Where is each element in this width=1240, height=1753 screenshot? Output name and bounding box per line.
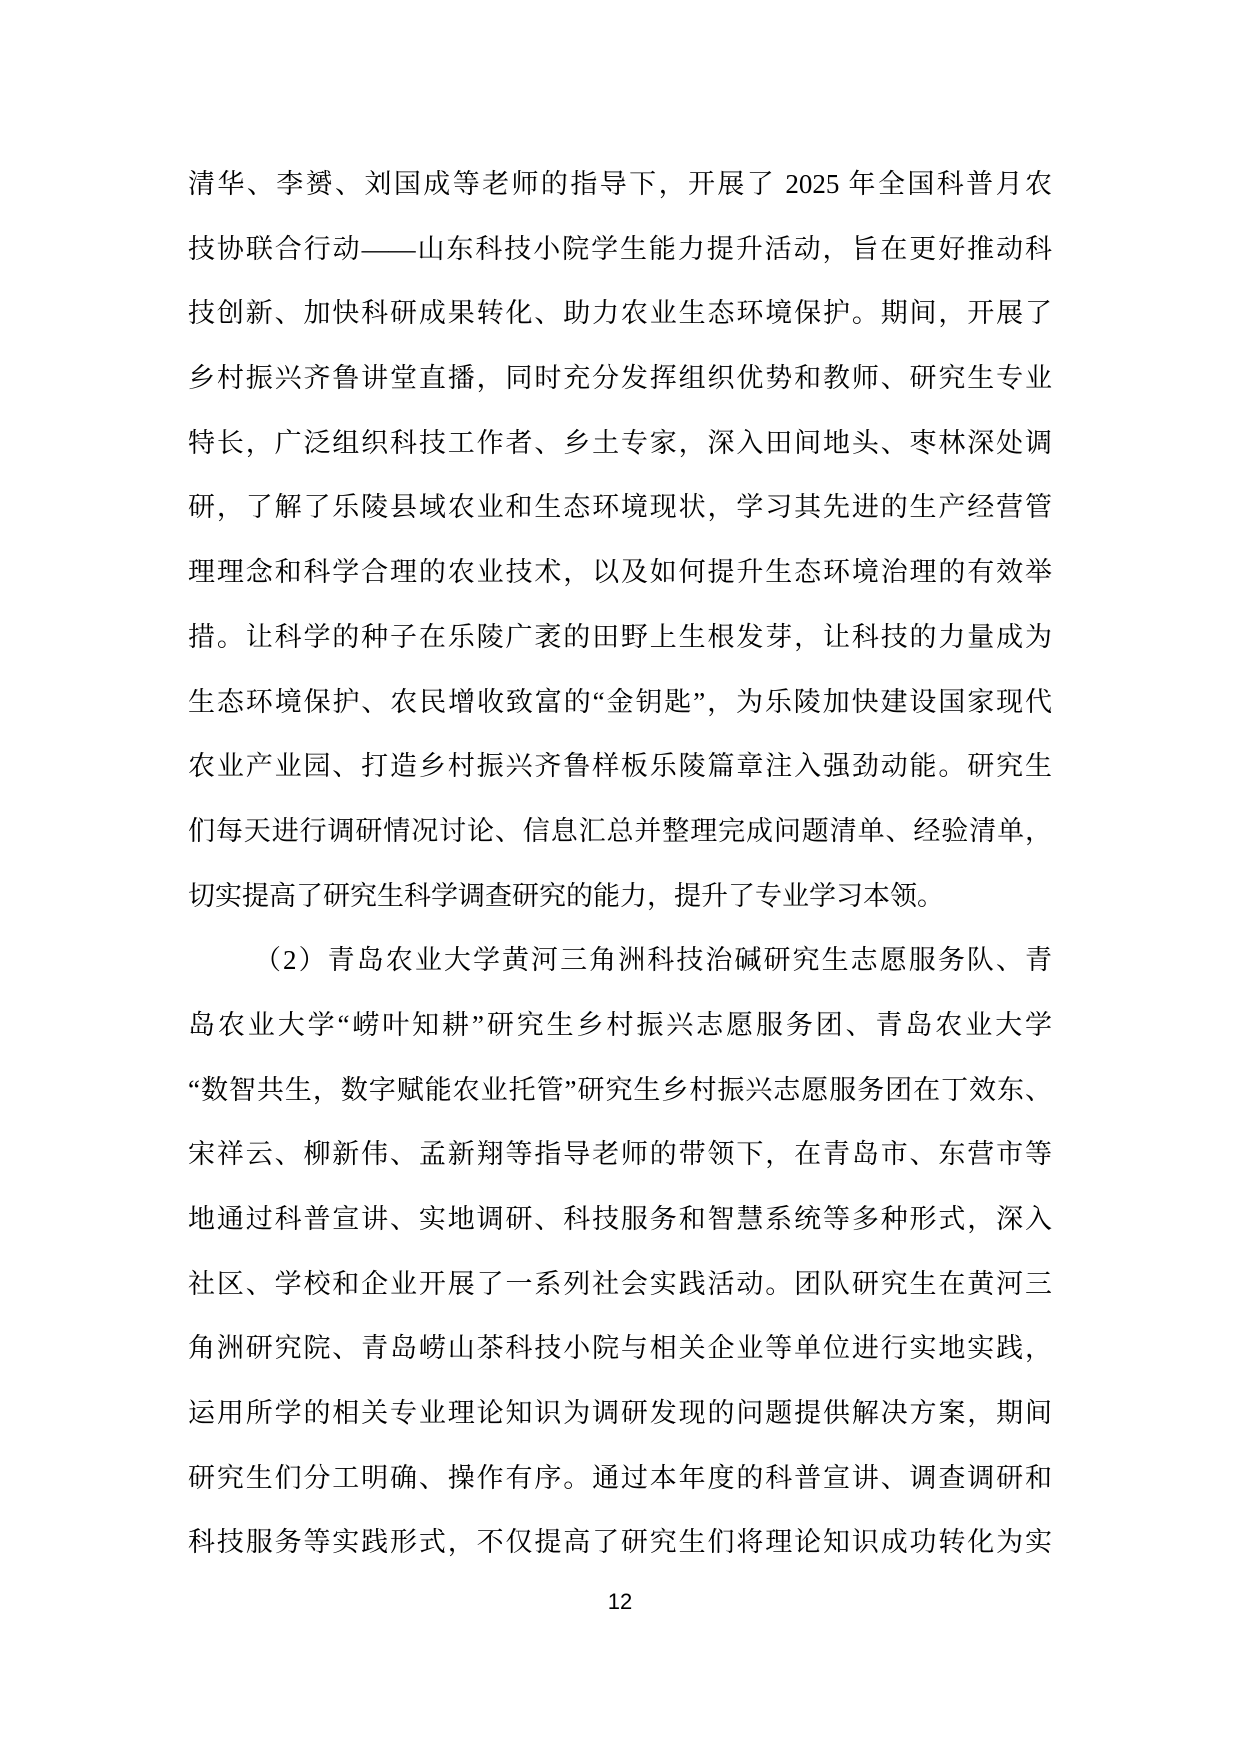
text-line: 清华、李赟、刘国成等老师的指导下，开展了 2025 年全国科普月农 bbox=[188, 169, 1052, 199]
text-line: 运用所学的相关专业理论知识为调研发现的问题提供解决方案，期间 bbox=[188, 1398, 1052, 1429]
text-line: 岛农业大学“崂叶知耕”研究生乡村振兴志愿服务团、青岛农业大学 bbox=[188, 1009, 1052, 1040]
text-line: 们每天进行调研情况讨论、信息汇总并整理完成问题清单、经验清单， bbox=[188, 815, 1052, 846]
text-line: 生态环境保护、农民增收致富的“金钥匙”，为乐陵加快建设国家现代 bbox=[188, 686, 1052, 717]
text-line: 社区、学校和企业开展了一系列社会实践活动。团队研究生在黄河三 bbox=[188, 1268, 1052, 1299]
text-line: 科技服务等实践形式，不仅提高了研究生们将理论知识成功转化为实 bbox=[188, 1527, 1052, 1558]
text-line: 研，了解了乐陵县域农业和生态环境现状，学习其先进的生产经营管 bbox=[188, 492, 1052, 523]
text-line: 技创新、加快科研成果转化、助力农业生态环境保护。期间，开展了 bbox=[188, 298, 1052, 329]
page-number: 12 bbox=[607, 1589, 633, 1614]
page-body bbox=[188, 152, 1052, 1575]
text-line: 乡村振兴齐鲁讲堂直播，同时充分发挥组织优势和教师、研究生专业 bbox=[188, 363, 1052, 394]
text-line: 切实提高了研究生科学调查研究的能力，提升了专业学习本领。 bbox=[188, 880, 944, 911]
text-line-paragraph-start: （2）青岛农业大学黄河三角洲科技治碱研究生志愿服务队、青 bbox=[254, 945, 1052, 976]
text-line: 技协联合行动——山东科技小院学生能力提升活动，旨在更好推动科 bbox=[188, 233, 1052, 264]
text-line: “数智共生，数字赋能农业托管”研究生乡村振兴志愿服务团在丁效东、 bbox=[188, 1074, 1052, 1105]
text-line: 理理念和科学合理的农业技术，以及如何提升生态环境治理的有效举 bbox=[188, 557, 1052, 588]
text-line: 农业产业园、打造乡村振兴齐鲁样板乐陵篇章注入强劲动能。研究生 bbox=[188, 751, 1052, 782]
text-line: 研究生们分工明确、操作有序。通过本年度的科普宣讲、调查调研和 bbox=[188, 1462, 1052, 1493]
text-line: 宋祥云、柳新伟、孟新翔等指导老师的带领下，在青岛市、东营市等 bbox=[188, 1139, 1052, 1170]
text-line: 地通过科普宣讲、实地调研、科技服务和智慧系统等多种形式，深入 bbox=[188, 1204, 1052, 1234]
text-line: 措。让科学的种子在乐陵广袤的田野上生根发芽，让科技的力量成为 bbox=[188, 621, 1052, 652]
text-line: 角洲研究院、青岛崂山茶科技小院与相关企业等单位进行实地实践， bbox=[188, 1333, 1052, 1364]
text-line: 特长，广泛组织科技工作者、乡土专家，深入田间地头、枣林深处调 bbox=[188, 427, 1052, 458]
